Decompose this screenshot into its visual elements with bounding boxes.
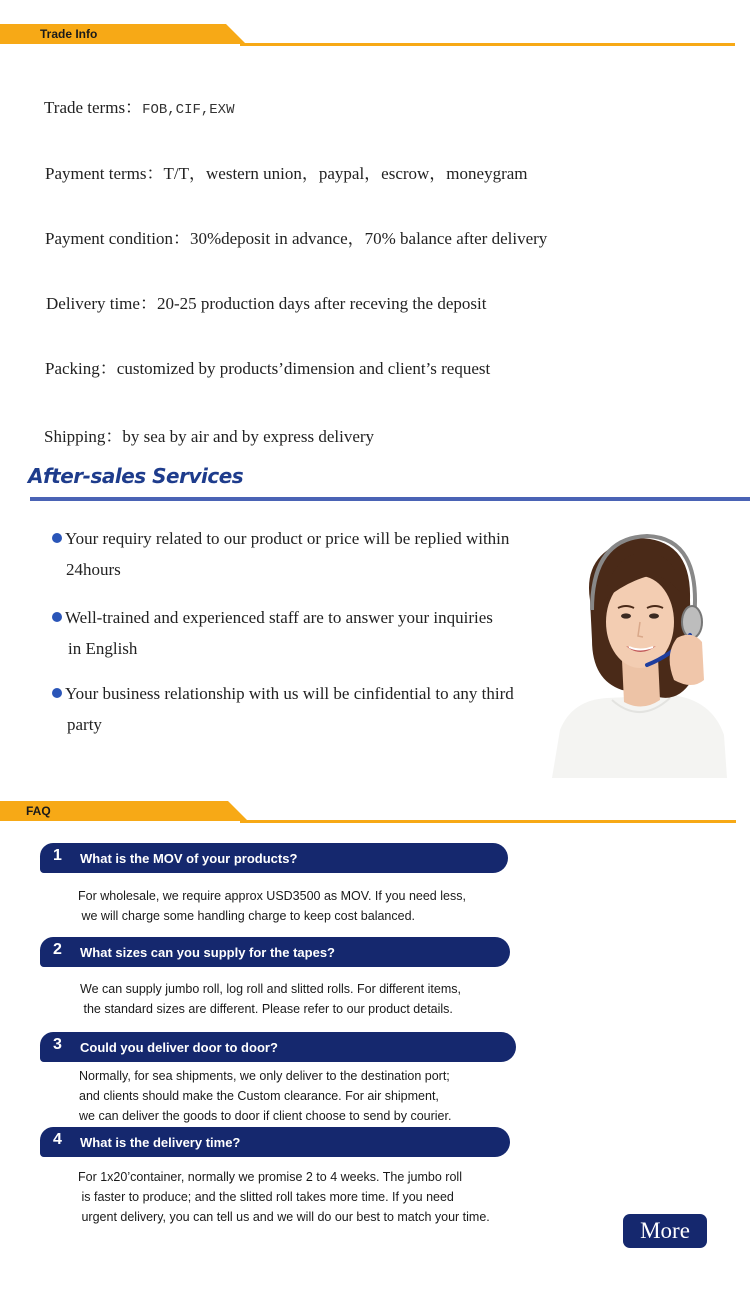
faq-number-2: 2 xyxy=(53,941,62,958)
faq-tab xyxy=(0,800,750,823)
delivery-time-line xyxy=(46,289,486,314)
faq-question-4-text: What is the delivery time? xyxy=(80,1135,241,1150)
faq-question-3[interactable] xyxy=(40,1032,516,1062)
payment-terms-label: Payment terms： xyxy=(45,164,164,183)
faq-question-1-text: What is the MOV of your products? xyxy=(80,851,298,866)
payment-condition-label: Payment condition： xyxy=(45,229,190,248)
trade-terms-label: Trade terms： xyxy=(44,98,143,117)
delivery-time-label: Delivery time： xyxy=(46,294,157,313)
bullet-icon xyxy=(52,533,62,543)
service-item-1-line1: Your requiry related to our product or price will be replied within xyxy=(65,529,510,548)
service-item-1-line2: 24hours xyxy=(66,560,121,579)
faq-answer-2-line: the standard sizes are different. Please refer to our product details. xyxy=(80,1002,453,1016)
service-item-2-line2: in English xyxy=(68,639,138,658)
faq-question-1[interactable] xyxy=(40,843,508,873)
faq-tab-shape xyxy=(0,800,750,825)
service-item-1 xyxy=(52,523,552,585)
faq-question-2[interactable] xyxy=(40,937,510,967)
faq-answer-2 xyxy=(80,979,461,1019)
shipping-label: Shipping： xyxy=(44,427,123,446)
faq-question-4[interactable] xyxy=(40,1127,510,1157)
payment-terms-value: T/T，western union，paypal，escrow，moneygram xyxy=(163,164,528,183)
packing-label: Packing： xyxy=(45,359,117,378)
service-item-3-line2: party xyxy=(67,715,102,734)
payment-terms-line xyxy=(45,159,528,184)
after-sales-divider xyxy=(30,497,750,501)
trade-info-label: Trade Info xyxy=(40,27,98,41)
more-button[interactable]: More xyxy=(623,1214,707,1248)
faq-answer-4 xyxy=(78,1167,490,1227)
packing-line xyxy=(45,354,490,379)
faq-number-4: 4 xyxy=(53,1131,62,1148)
faq-answer-3 xyxy=(79,1066,451,1126)
faq-number-1: 1 xyxy=(53,847,62,864)
after-sales-title: After-sales Services xyxy=(28,464,244,488)
trade-terms-line xyxy=(44,93,234,118)
faq-answer-1 xyxy=(78,886,466,926)
bullet-icon xyxy=(52,688,62,698)
bullet-icon xyxy=(52,612,62,622)
faq-question-2-text: What sizes can you supply for the tapes? xyxy=(80,945,335,960)
service-item-2-line1: Well-trained and experienced staff are to answer your inquiries xyxy=(65,608,493,627)
service-item-2 xyxy=(52,602,552,664)
faq-answer-3-line: Normally, for sea shipments, we only deliver to the destination port; xyxy=(79,1069,450,1083)
trade-terms-value: FOB,CIF,EXW xyxy=(142,102,235,118)
faq-answer-4-line: is faster to produce; and the slitted roll takes more time. If you need xyxy=(78,1190,454,1204)
faq-answer-4-line: urgent delivery, you can tell us and we will do our best to match your time. xyxy=(78,1210,490,1224)
payment-condition-value: 30%deposit in advance，70% balance after delivery xyxy=(189,229,548,248)
shipping-line xyxy=(44,422,374,447)
delivery-time-value: 20-25 production days after receving the deposit xyxy=(156,294,487,313)
faq-question-3-text: Could you deliver door to door? xyxy=(80,1040,278,1055)
payment-condition-line xyxy=(45,224,547,249)
service-item-3 xyxy=(52,678,562,740)
shipping-value: by sea by air and by express delivery xyxy=(122,427,375,446)
faq-label: FAQ xyxy=(26,804,51,818)
faq-answer-4-line: For 1x20’container, normally we promise 2 to 4 weeks. The jumbo roll xyxy=(78,1170,462,1184)
customer-service-operator-image xyxy=(552,530,727,778)
trade-info-tab xyxy=(0,23,750,46)
trade-info-tab-shape xyxy=(0,23,750,48)
faq-answer-3-line: we can deliver the goods to door if client choose to send by courier. xyxy=(79,1109,452,1123)
faq-number-3: 3 xyxy=(53,1036,62,1053)
faq-answer-2-line: We can supply jumbo roll, log roll and slitted rolls. For different items, xyxy=(80,982,461,996)
service-item-3-line1: Your business relationship with us will be cinfidential to any third xyxy=(65,684,514,703)
faq-answer-1-line: For wholesale, we require approx USD3500 as MOV. If you need less, xyxy=(78,889,466,903)
faq-answer-1-line: we will charge some handling charge to keep cost balanced. xyxy=(78,909,416,923)
faq-answer-3-line: and clients should make the Custom clearance. For air shipment, xyxy=(79,1089,439,1103)
packing-value: customized by products’dimension and client’s request xyxy=(116,359,491,378)
